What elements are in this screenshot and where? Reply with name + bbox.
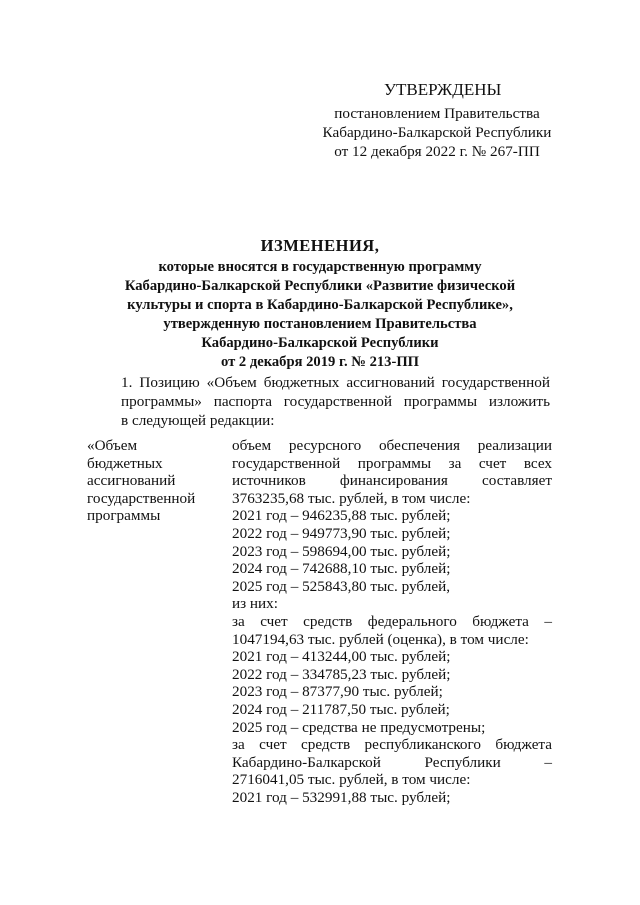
right-cell-line: 2023 год – 598694,00 тыс. рублей;	[232, 542, 451, 560]
right-cell-line: 2021 год – 532991,88 тыс. рублей;	[232, 788, 451, 806]
left-cell-line: бюджетных	[87, 454, 163, 472]
document-title: ИЗМЕНЕНИЯ,	[260, 236, 380, 255]
right-cell-line: 2024 год – 742688,10 тыс. рублей;	[232, 560, 451, 578]
paragraph-line: в следующей редакции:	[121, 412, 275, 430]
right-cell-line: за счет средств федерального бюджета –	[232, 612, 552, 630]
right-cell-line: 2024 год – 211787,50 тыс. рублей;	[232, 700, 450, 718]
right-cell-line: 2021 год – 946235,88 тыс. рублей;	[232, 507, 451, 525]
subtitle-line: которые вносятся в государственную программу	[158, 259, 482, 275]
left-cell-line: ассигнований	[87, 472, 176, 490]
right-cell-line: за счет средств республиканского бюджета	[232, 736, 552, 754]
approval-line: от 12 декабря 2022 г. № 267-ПП	[334, 143, 540, 160]
right-cell-line: 2021 год – 413244,00 тыс. рублей;	[232, 648, 451, 666]
right-cell-line: из них:	[232, 595, 278, 613]
right-cell-line: 2025 год – средства не предусмотрены;	[232, 718, 486, 736]
right-cell-line: источников финансирования составляет	[232, 472, 552, 490]
right-cell-line: 1047194,63 тыс. рублей (оценка), в том числе:	[232, 630, 529, 648]
right-cell-line: 2025 год – 525843,80 тыс. рублей,	[232, 577, 450, 595]
right-cell-line: Кабардино-Балкарской Республики –	[232, 753, 552, 771]
paragraph-line: 1. Позицию «Объем бюджетных ассигнований государственной	[121, 374, 550, 391]
right-cell-line: 2022 год – 334785,23 тыс. рублей;	[232, 665, 451, 683]
approval-line: постановлением Правительства	[334, 105, 540, 122]
subtitle-line: Кабардино-Балкарской Республики «Развитие физической	[124, 278, 516, 294]
table-left-column	[87, 437, 227, 525]
subtitle-line: от 2 декабря 2019 г. № 213-ПП	[220, 354, 420, 370]
right-cell-line: 2023 год – 87377,90 тыс. рублей;	[232, 683, 443, 701]
left-cell-line: программы	[87, 507, 161, 525]
right-cell-line: объем ресурсного обеспечения реализации	[232, 437, 552, 454]
subtitle-line: утвержденную постановлением Правительства	[163, 316, 477, 332]
approved-heading: УТВЕРЖДЕНЫ	[384, 80, 502, 99]
right-cell-line: 2716041,05 тыс. рублей, в том числе:	[232, 771, 471, 789]
right-cell-line: 3763235,68 тыс. рублей, в том числе:	[232, 489, 471, 507]
left-cell-line: «Объем	[87, 437, 138, 454]
subtitle-line: Кабардино-Балкарской Республики	[201, 335, 439, 351]
left-cell-line: государственной	[87, 489, 196, 507]
right-cell-line: 2022 год – 949773,90 тыс. рублей;	[232, 524, 451, 542]
right-cell-line: государственной программы за счет всех	[232, 454, 552, 472]
approval-line: Кабардино-Балкарской Республики	[322, 124, 552, 141]
paragraph-1	[85, 373, 550, 431]
paragraph-line: программы» паспорта государственной программы изложить	[121, 393, 550, 411]
table-right-column	[232, 437, 552, 806]
subtitle-line: культуры и спорта в Кабардино-Балкарской Республике»,	[127, 297, 513, 313]
